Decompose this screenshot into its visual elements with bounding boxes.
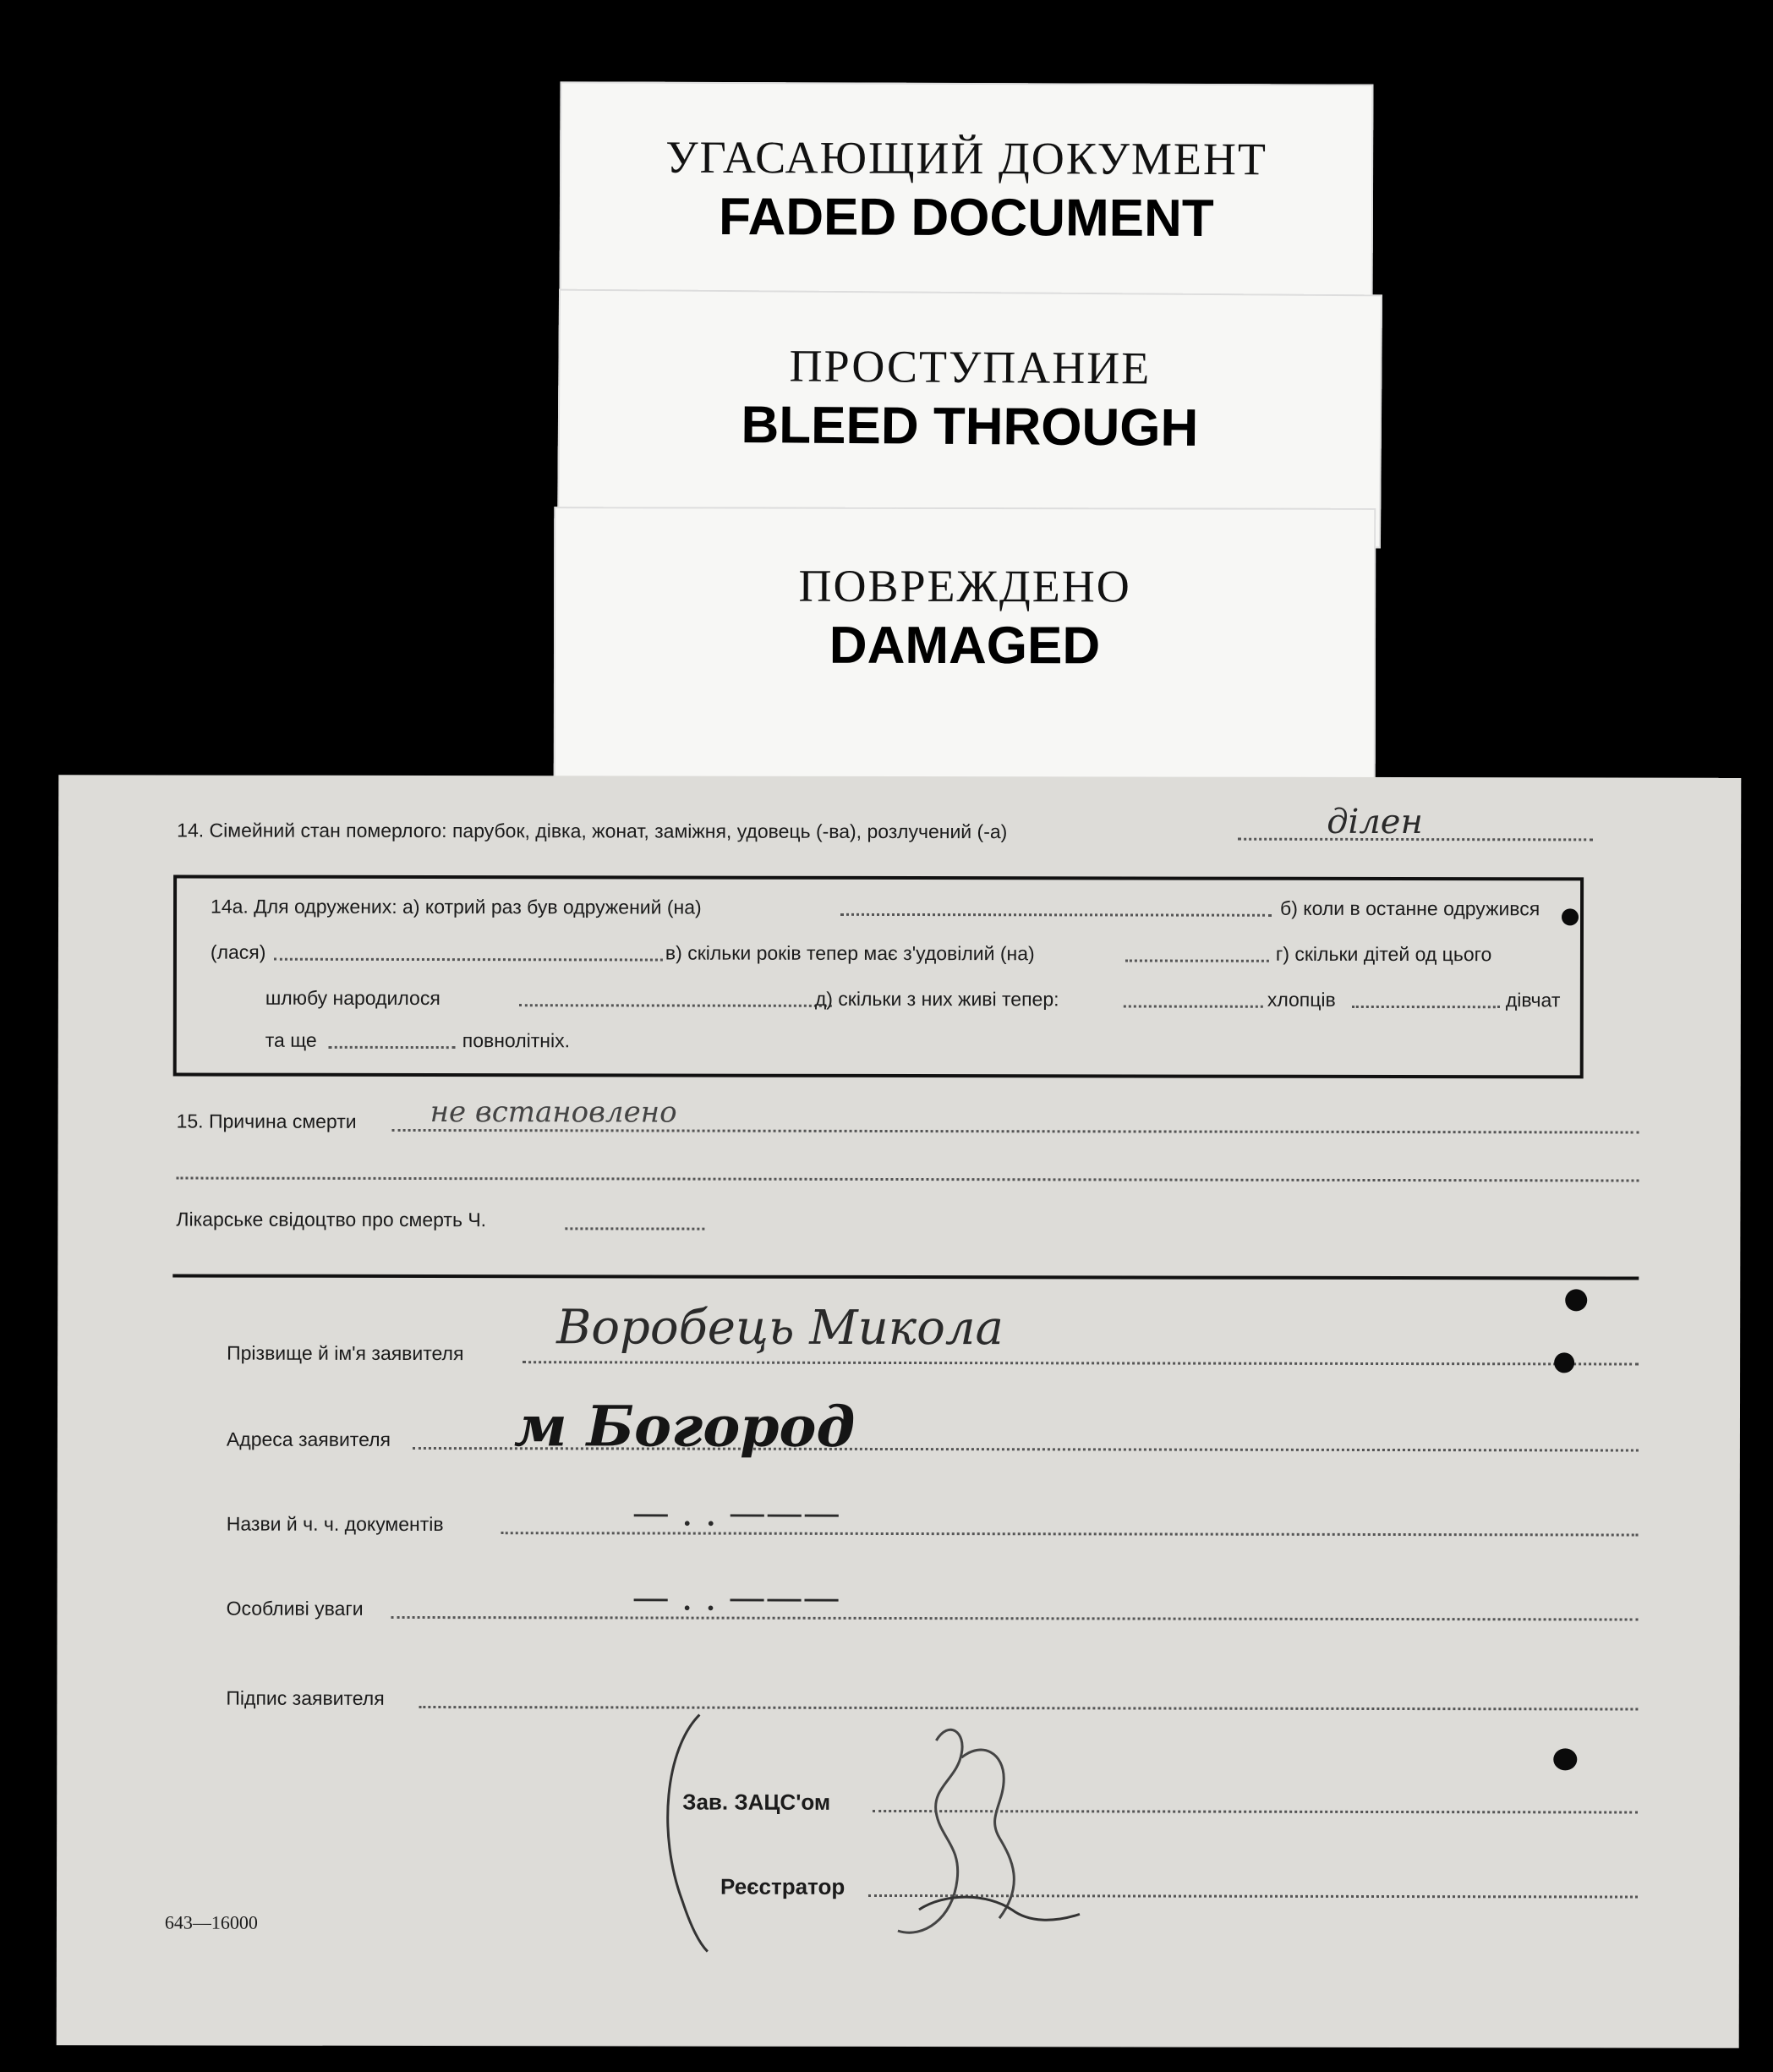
damaged-ru: ПОВРЕЖДЕНО <box>798 560 1131 612</box>
applicant-name: Воробець Микола <box>556 1300 1004 1357</box>
q15-answer: не встановлено <box>430 1095 677 1130</box>
faded-document-ru: УГАСАЮЩИЙ ДОКУМЕНТ <box>665 131 1268 185</box>
q15-label: 15. Причина смерти <box>176 1110 357 1132</box>
q14a-line4b: повнолітніх. <box>462 1029 571 1052</box>
q14a-line3b: д) скільки з них живі тепер: <box>814 987 1059 1011</box>
faded-document-en: FADED DOCUMENT <box>719 187 1214 249</box>
applicant-name-dot <box>523 1361 1639 1365</box>
q14a-line1b: б) коли в останне одружився <box>1280 896 1540 920</box>
documents-label: Назви й ч. ч. документів <box>226 1512 444 1536</box>
q15-dot1 <box>392 1129 1639 1134</box>
q14a-dot6 <box>1352 1006 1500 1008</box>
q14a-line1: 14а. Для одружених: а) котрий раз був одружений (на) <box>211 895 702 918</box>
q14a-line2a: (лася) <box>210 940 266 963</box>
section-divider <box>172 1274 1639 1280</box>
binding-hole <box>1562 908 1579 925</box>
q14a-line3c: хлопців <box>1267 988 1336 1011</box>
damaged-card <box>554 507 1376 787</box>
faded-document-card <box>560 81 1374 305</box>
q14a-line4a: та ще <box>265 1028 317 1051</box>
notes-value: — . . ——— <box>632 1576 840 1620</box>
applicant-name-label: Прізвище й ім'я заявителя <box>227 1341 464 1365</box>
q14a-line3a: шлюбу народилося <box>265 986 441 1010</box>
documents-value: — . . ——— <box>632 1491 840 1535</box>
signature-label: Підпис заявителя <box>226 1686 385 1709</box>
applicant-address: м Богород <box>513 1393 856 1460</box>
applicant-address-label: Адреса заявителя <box>226 1428 391 1450</box>
binding-hole <box>1553 1748 1577 1770</box>
binding-hole <box>1554 1352 1574 1373</box>
binding-hole <box>1565 1289 1587 1311</box>
bleed-through-ru: ПРОСТУПАНИЕ <box>789 340 1152 394</box>
notes-label: Особливі уваги <box>226 1597 364 1620</box>
med-cert-dot <box>565 1227 704 1230</box>
q15-dot2 <box>176 1177 1639 1182</box>
damaged-en: DAMAGED <box>829 616 1101 676</box>
head-label: Зав. ЗАЦС'ом <box>682 1789 831 1815</box>
q14-label: 14. Сімейний стан померлого: парубок, дівка, жонат, заміжня, удовець (-ва), розлучений (-а) <box>177 819 1008 843</box>
registrar-label: Реєстратор <box>720 1873 845 1899</box>
q14-answer: ділен <box>1327 802 1423 842</box>
q14a-line3d: дівчат <box>1505 989 1561 1011</box>
q14a-dot7 <box>329 1046 456 1049</box>
med-cert-label: Лікарське свідоцтво про смерть Ч. <box>176 1208 487 1231</box>
death-record-form <box>57 775 1742 2047</box>
q14a-dot3 <box>1125 959 1269 962</box>
bleed-through-en: BLEED THROUGH <box>741 396 1199 458</box>
signature-scribbles <box>632 1697 1174 1977</box>
q14a-line2c: г) скільки дітей од цього <box>1275 942 1492 966</box>
print-code: 643—16000 <box>164 1911 258 1933</box>
q14a-dot4 <box>519 1004 832 1007</box>
q14a-dot5 <box>1124 1005 1263 1007</box>
notes-dot <box>391 1616 1639 1621</box>
q14a-line2b: в) скільки років тепер має з'удовілий (на) <box>665 941 1035 965</box>
